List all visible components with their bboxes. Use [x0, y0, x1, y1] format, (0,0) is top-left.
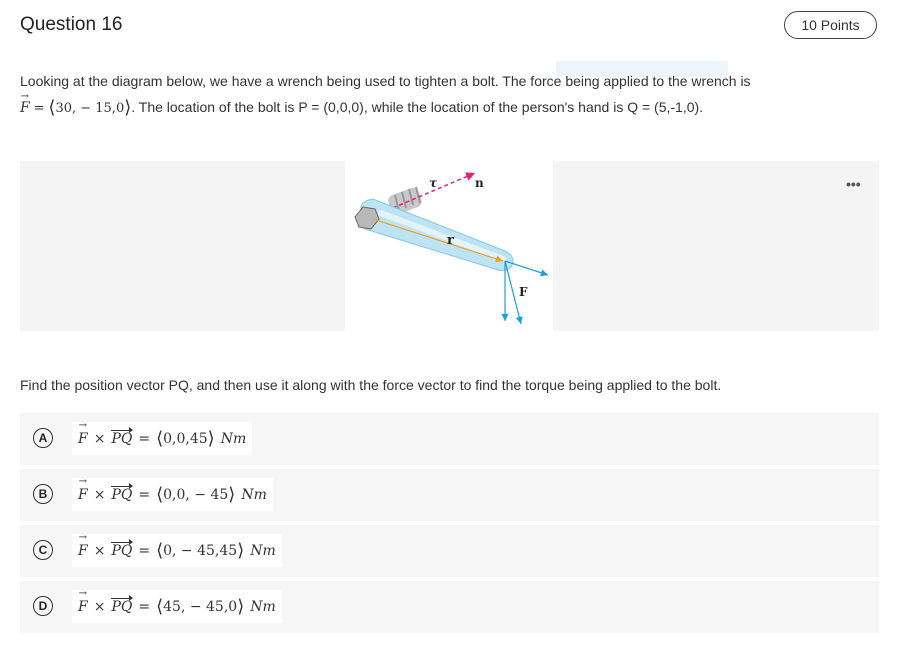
- option-b-formula: [72, 478, 273, 511]
- tau-label: τ: [429, 176, 438, 190]
- left-angle: ⟨: [156, 540, 164, 561]
- times-sign: ×: [93, 598, 106, 615]
- unit: Nm: [250, 598, 276, 615]
- question-prompt: Find the position vector PQ, and then use it along with the force vector to find the torque being applied to the bolt.: [20, 377, 722, 393]
- intro-line-1: Looking at the diagram below, we have a wrench being used to tighten a bolt. The force being applied to the wrench is: [20, 73, 751, 89]
- force-arrow-1: [505, 261, 548, 275]
- option-c-formula: [72, 534, 282, 567]
- option-letter-d: D: [33, 596, 53, 616]
- option-letter-b: B: [33, 484, 53, 504]
- image-panel-left: [20, 161, 345, 331]
- pq-vector: PQ: [111, 598, 133, 615]
- option-letter-c: C: [33, 540, 53, 560]
- f-label: F: [519, 285, 528, 299]
- option-d-formula: [72, 590, 282, 623]
- left-angle: ⟨: [48, 97, 56, 117]
- option-c[interactable]: [20, 525, 879, 577]
- f-vector: → F: [78, 487, 88, 503]
- equals-sign: =: [138, 486, 151, 503]
- option-d[interactable]: [20, 581, 879, 633]
- option-a[interactable]: [20, 413, 879, 465]
- right-angle: ⟩: [237, 540, 245, 561]
- question-title: Question 16: [20, 14, 123, 35]
- force-symbol: → F: [20, 95, 30, 121]
- f-vector: → F: [78, 599, 88, 615]
- left-angle: ⟨: [156, 484, 164, 505]
- right-angle: ⟩: [124, 97, 132, 117]
- option-a-formula: [72, 422, 252, 455]
- unit: Nm: [241, 486, 267, 503]
- left-angle: ⟨: [156, 428, 164, 449]
- right-angle: ⟩: [228, 484, 236, 505]
- equals-sign: =: [138, 542, 151, 559]
- pq-vector: PQ: [111, 542, 133, 559]
- f-vector: → F: [78, 431, 88, 447]
- wrench-diagram: [345, 161, 553, 331]
- force-value: 30, − 15,0: [55, 101, 125, 116]
- option-value: 0,0, − 45: [163, 486, 229, 503]
- times-sign: ×: [93, 486, 106, 503]
- points-badge: 10 Points: [784, 11, 877, 39]
- option-letter-a: A: [33, 428, 53, 448]
- option-value: 0, − 45,45: [163, 542, 238, 559]
- pq-vector: PQ: [111, 486, 133, 503]
- left-angle: ⟨: [156, 596, 164, 617]
- f-vector: → F: [78, 543, 88, 559]
- option-b[interactable]: [20, 469, 879, 521]
- unit: Nm: [220, 430, 247, 447]
- r-label: r: [447, 233, 454, 248]
- pq-vector: PQ: [111, 430, 133, 447]
- image-panel-right: [553, 161, 879, 331]
- equals-sign: =: [138, 598, 151, 615]
- right-angle: ⟩: [207, 428, 215, 449]
- option-value: 45, − 45,0: [163, 598, 238, 615]
- option-value: 0,0,45: [163, 430, 208, 447]
- times-sign: ×: [93, 430, 106, 447]
- times-sign: ×: [93, 542, 106, 559]
- unit: Nm: [250, 542, 276, 559]
- n-label: n: [475, 176, 484, 190]
- question-intro: [20, 68, 880, 122]
- more-options-icon[interactable]: •••: [846, 176, 861, 192]
- intro-line-2: . The location of the bolt is P = (0,0,0), while the location of the person's hand is Q = (5,-1,0).: [131, 99, 704, 115]
- right-angle: ⟩: [237, 596, 245, 617]
- force-equals: =: [33, 101, 45, 116]
- equals-sign: =: [138, 430, 151, 447]
